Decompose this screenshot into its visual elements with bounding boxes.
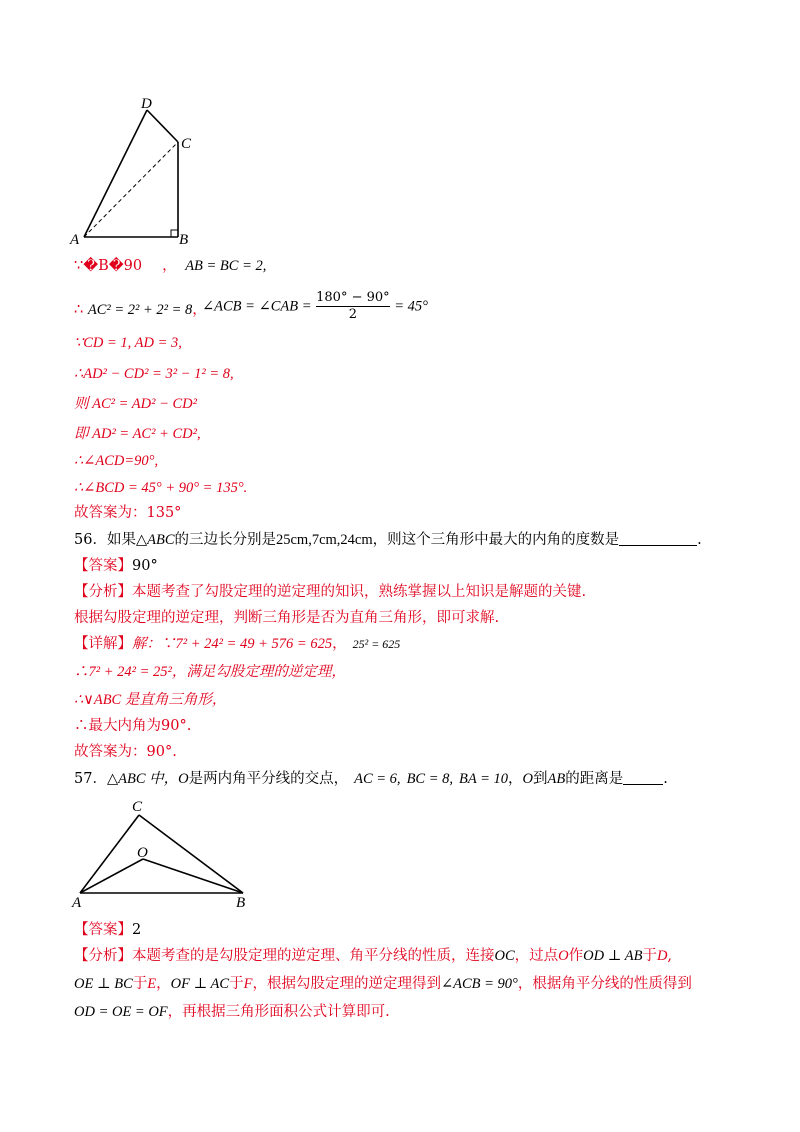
quadrilateral-figure (66, 92, 206, 252)
sol55-line8: ∴∠BCD = 45° + 90° = 135°. (74, 480, 248, 496)
q56-detail2: ∴7² + 24² = 25²，满足勾股定理的逆定理， (74, 664, 346, 680)
q56-analysis1: 【分析】本题考查了勾股定理的逆定理的知识，熟练掌握以上知识是解题的关键. (74, 584, 587, 600)
q57-question: 57．△ABC 中，O是两内角平分线的交点， AC = 6, BC = 8, BA = 10，O到AB的距离是 . (74, 771, 668, 787)
sol55-line6: 即 AD² = AC² + CD², (74, 426, 201, 442)
label-A: A (72, 895, 82, 911)
sol55-line4: ∴AD² − CD² = 3² − 1² = 8, (74, 366, 234, 382)
sol55-line7: ∴∠ACD=90°, (74, 453, 159, 469)
answer-blank (619, 531, 697, 546)
label-D: D (141, 96, 152, 112)
q56-detail3: ∴∨ABC 是直角三角形， (74, 692, 227, 708)
sol55-line3: ∵CD = 1, AD = 3, (74, 335, 182, 351)
q56-detail1: 【详解】解：∵7² + 24² = 49 + 576 = 625， 25² = 625 (74, 636, 401, 652)
label-C: C (181, 136, 192, 152)
label-A: A (70, 232, 80, 248)
q56-answer: 【答案】90° (74, 558, 158, 574)
answer-blank (623, 770, 663, 785)
q56-analysis2: 根据勾股定理的逆定理，判断三角形是否为直角三角形，即可求解. (74, 610, 500, 626)
q56-detail5: 故答案为：90°. (74, 744, 177, 760)
label-B: B (236, 895, 246, 911)
label-C: C (132, 799, 143, 815)
sol55-line2: ∴ AC² = 2² + 2² = 8， (74, 302, 207, 318)
q57-answer: 【答案】2 (74, 922, 142, 938)
sol55-line9: 故答案为：135° (74, 505, 182, 521)
triangle-figure (66, 792, 256, 912)
sol55-line5: 则 AC² = AD² − CD² (74, 396, 197, 412)
q56-question: 56．如果△ABC的三边长分别是25cm,7cm,24cm，则这个三角形中最大的内角的度数是 . (74, 532, 702, 548)
sol55-angle-formula: ∠ACB = ∠CAB = $\frac{180^\circ - 90^\circ}{2}$ = 45° (202, 290, 428, 322)
label-B: B (179, 232, 189, 248)
sol55-line1: ∵�B�90 ， AB = BC = 2, (74, 258, 267, 274)
q57-analysis3: OD = OE = OF，再根据三角形面积公式计算即可. (74, 1004, 390, 1020)
q56-detail4: ∴最大内角为90°. (74, 718, 192, 734)
label-O: O (137, 845, 148, 861)
q57-analysis1: 【分析】本题考查的是勾股定理的逆定理、角平分线的性质，连接OC，过点O作OD ⊥ AB于D, (74, 948, 673, 964)
q57-analysis2: OE ⊥ BC于E，OF ⊥ AC于F，根据勾股定理的逆定理得到∠ACB = 90°，根据角平分线的性质得到 (74, 976, 692, 992)
